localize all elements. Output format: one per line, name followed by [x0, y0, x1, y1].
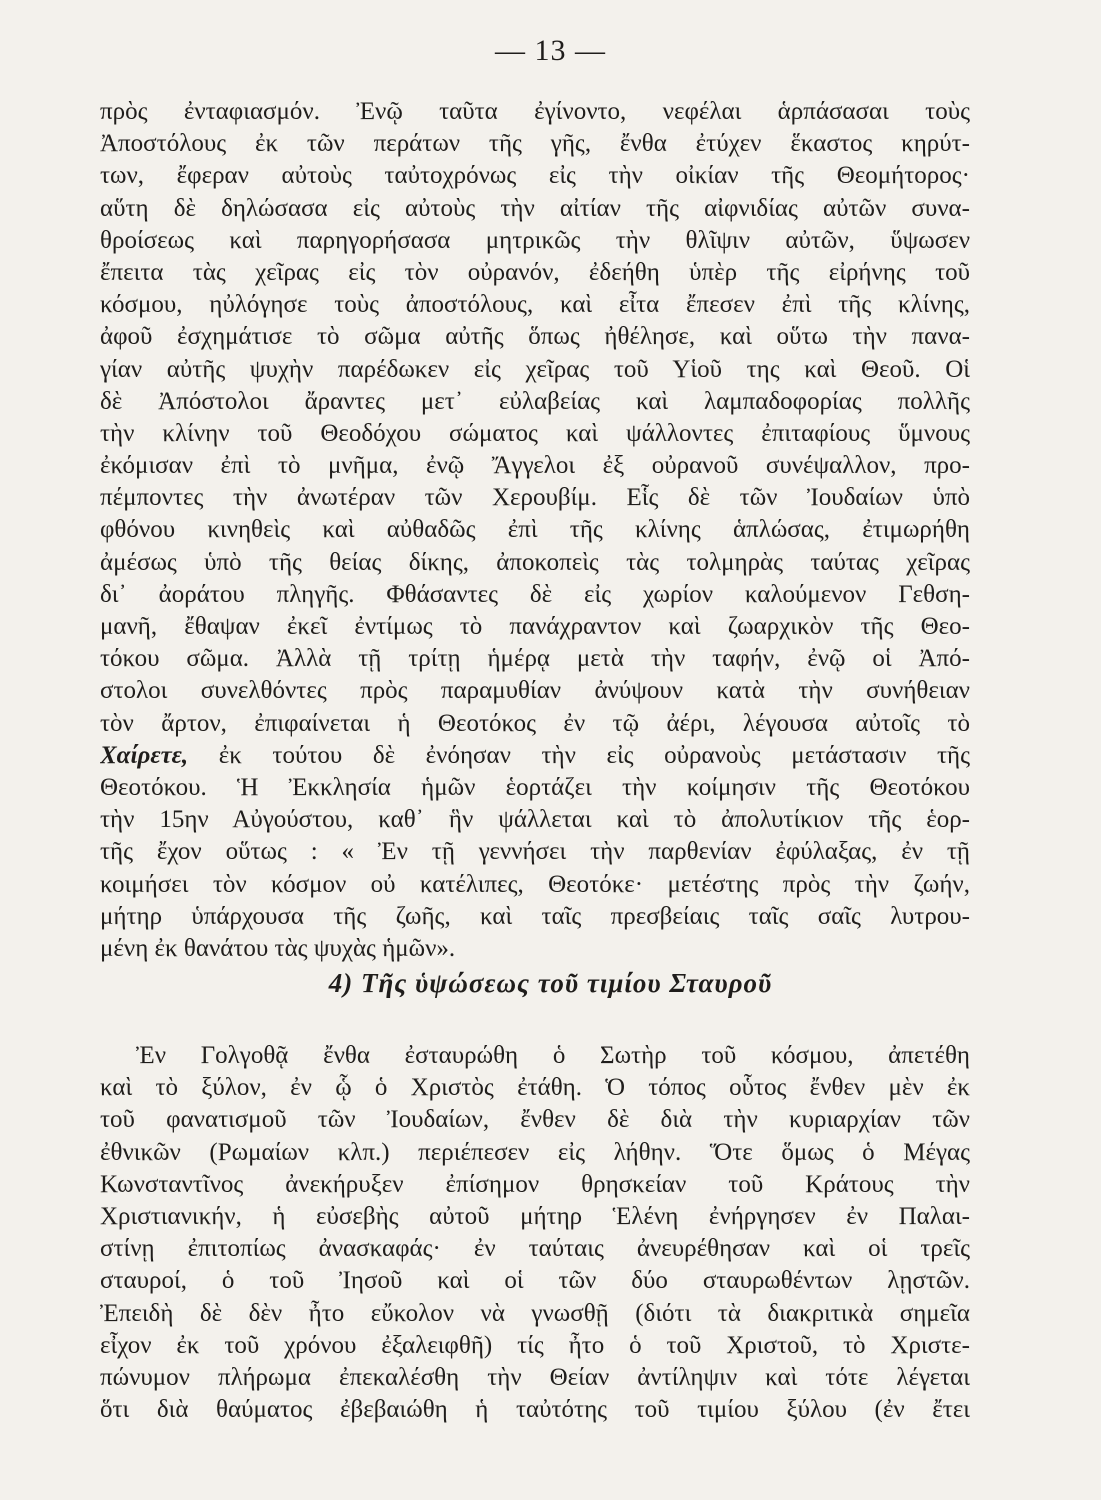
- text-line: δὲ Ἀπόστολοι ἄραντες μετ᾽ εὐλαβείας καὶ λαμπαδοφορίας πολλῆς: [100, 387, 970, 415]
- text-line: Ἐν Γολγοθᾷ ἔνθα ἐσταυρώθη ὁ Σωτὴρ τοῦ κόσμου, ἀπετέθη: [136, 1042, 970, 1069]
- text-line: τόκου σῶμα. Ἀλλὰ τῇ τρίτῃ ἡμέρᾳ μετὰ τὴν ταφήν, ἐνῷ οἱ Ἀπό-: [100, 645, 970, 673]
- text-line: μένη ἐκ θανάτου τὰς ψυχὰς ἡμῶν».: [100, 934, 456, 962]
- text-line: δι᾽ ἀοράτου πληγῆς. Φθάσαντες δὲ εἰς χωρίον καλούμενον Γεθση-: [100, 580, 970, 608]
- text-line: ἔπειτα τὰς χεῖρας εἰς τὸν οὐρανόν, ἐδεήθη ὑπὲρ τῆς εἰρήνης τοῦ: [100, 258, 970, 286]
- text-line: των, ἔφεραν αὐτοὺς ταὐτοχρόνως εἰς τὴν οἰκίαν τῆς Θεομήτορος·: [100, 162, 970, 190]
- text-line: Χριστιανικήν, ἡ εὐσεβὴς αὐτοῦ μήτηρ Ἑλένη ἐνήργησεν ἐν Παλαι-: [100, 1202, 970, 1230]
- text-line: ἀφοῦ ἐσχημάτισε τὸ σῶμα αὐτῆς ὅπως ἠθέλησε, καὶ οὕτω τὴν πανα-: [100, 323, 970, 351]
- section-heading: 4) Τῆς ὑψώσεως τοῦ τιμίου Σταυροῦ: [328, 968, 773, 998]
- text-line: κοιμήσει τὸν κόσμον οὐ κατέλιπες, Θεοτόκε· μετέστης πρὸς τὴν ζωήν,: [100, 870, 970, 898]
- text-line: στίνῃ ἐπιτοπίως ἀνασκαφάς· ἐν ταύταις ἀνευρέθησαν καὶ οἱ τρεῖς: [100, 1235, 970, 1263]
- text-line: εἶχον ἐκ τοῦ χρόνου ἐξαλειφθῆ) τίς ἦτο ὁ τοῦ Χριστοῦ, τὸ Χριστε-: [100, 1331, 970, 1359]
- text-line-rest: ἐκ τούτου δὲ ἐνόησαν τὴν εἰς οὐρανοὺς μετάστασιν τῆς: [218, 741, 970, 769]
- text-line: Ἀποστόλους ἐκ τῶν περάτων τῆς γῆς, ἔνθα ἐτύχεν ἕκαστος κηρύτ-: [100, 130, 970, 158]
- text-line: ἀμέσως ὑπὸ τῆς θείας δίκης, ἀποκοπεὶς τὰς τολμηρὰς ταύτας χεῖρας: [100, 548, 970, 576]
- text-line: τῆς ἔχον οὕτως : « Ἐν τῇ γεννήσει τὴν παρθενίαν ἐφύλαξας, ἐν τῇ: [100, 838, 970, 866]
- text-line: Κωνσταντῖνος ἀνεκήρυξεν ἐπίσημον θρησκείαν τοῦ Κράτους τὴν: [100, 1170, 970, 1198]
- text-line: γίαν αὐτῆς ψυχὴν παρέδωκεν εἰς χεῖρας τοῦ Υἱοῦ της καὶ Θεοῦ. Οἱ: [100, 355, 970, 383]
- emphasized-word: Χαίρετε,: [100, 741, 189, 769]
- text-line: μήτηρ ὑπάρχουσα τῆς ζωῆς, καὶ ταῖς πρεσβείαις ταῖς σαῖς λυτρου-: [100, 902, 970, 930]
- text-line: τοῦ φανατισμοῦ τῶν Ἰουδαίων, ἔνθεν δὲ διὰ τὴν κυριαρχίαν τῶν: [100, 1106, 970, 1134]
- text-line-with-emphasis: [100, 740, 970, 772]
- text-line: σταυροί, ὁ τοῦ Ἰησοῦ καὶ οἱ τῶν δύο σταυρωθέντων λῃστῶν.: [100, 1267, 970, 1295]
- text-line: πώνυμον πλήρωμα ἐπεκαλέσθη τὴν Θείαν ἀντίληψιν καὶ τότε λέγεται: [100, 1363, 970, 1391]
- text-line: θροίσεως καὶ παρηγορήσασα μητρικῶς τὴν θλῖψιν αὐτῶν, ὕψωσεν: [100, 226, 970, 254]
- text-line: τὴν 15ην Αὐγούστου, καθ᾽ ἣν ψάλλεται καὶ τὸ ἀπολυτίκιον τῆς ἑορ-: [100, 806, 970, 834]
- text-line: καὶ τὸ ξύλον, ἐν ᾧ ὁ Χριστὸς ἐτάθη. Ὁ τόπος οὗτος ἔνθεν μὲν ἐκ: [100, 1074, 970, 1102]
- text-line: στολοι συνελθόντες πρὸς παραμυθίαν ἀνύψουν κατὰ τὴν συνήθειαν: [100, 677, 970, 705]
- text-line: κόσμου, ηὐλόγησε τοὺς ἀποστόλους, καὶ εἶτα ἔπεσεν ἐπὶ τῆς κλίνης,: [100, 291, 970, 319]
- text-line: ὅτι διὰ θαύματος ἐβεβαιώθη ἡ ταὐτότης τοῦ τιμίου ξύλου (ἐν ἔτει: [100, 1396, 970, 1424]
- text-line: φθόνου κινηθεὶς καὶ αὐθαδῶς ἐπὶ τῆς κλίνης ἁπλώσας, ἐτιμωρήθη: [100, 516, 970, 544]
- paragraph-exaltation-cross: [100, 1040, 970, 1426]
- page-number: — 13 —: [495, 34, 606, 67]
- text-line: ἐθνικῶν (Ρωμαίων κλπ.) περιέπεσεν εἰς λήθην. Ὅτε ὅμως ὁ Μέγας: [100, 1138, 970, 1166]
- text-line: πέμποντες τὴν ἀνωτέραν τῶν Χερουβίμ. Εἷς δὲ τῶν Ἰουδαίων ὑπὸ: [100, 484, 970, 512]
- text-line: πρὸς ἐνταφιασμόν. Ἐνῷ ταῦτα ἐγίνοντο, νεφέλαι ἁρπάσασαι τοὺς: [100, 98, 970, 125]
- text-line: Θεοτόκου. Ἡ Ἐκκλησία ἡμῶν ἑορτάζει τὴν κοίμησιν τῆς Θεοτόκου: [100, 773, 970, 801]
- text-line: τὸν ἄρτον, ἐπιφαίνεται ἡ Θεοτόκος ἐν τῷ ἀέρι, λέγουσα αὐτοῖς τὸ: [100, 709, 970, 737]
- text-line: ἐκόμισαν ἐπὶ τὸ μνῆμα, ἐνῷ Ἄγγελοι ἐξ οὐρανοῦ συνέψαλλον, προ-: [100, 452, 970, 480]
- text-line: μανῆ, ἔθαψαν ἐκεῖ ἐντίμως τὸ πανάχραντον καὶ ζωαρχικὸν τῆς Θεο-: [100, 613, 970, 640]
- paragraph-dormition: [100, 96, 970, 965]
- text-line: αὕτη δὲ δηλώσασα εἰς αὐτοὺς τὴν αἰτίαν τῆς αἰφνιδίας αὐτῶν συνα-: [100, 194, 970, 222]
- text-line: τὴν κλίνην τοῦ Θεοδόχου σώματος καὶ ψάλλοντες ἐπιταφίους ὕμνους: [100, 419, 970, 447]
- text-line: Ἐπειδὴ δὲ δὲν ἦτο εὔκολον νὰ γνωσθῇ (διότι τὰ διακριτικὰ σημεῖα: [100, 1299, 970, 1327]
